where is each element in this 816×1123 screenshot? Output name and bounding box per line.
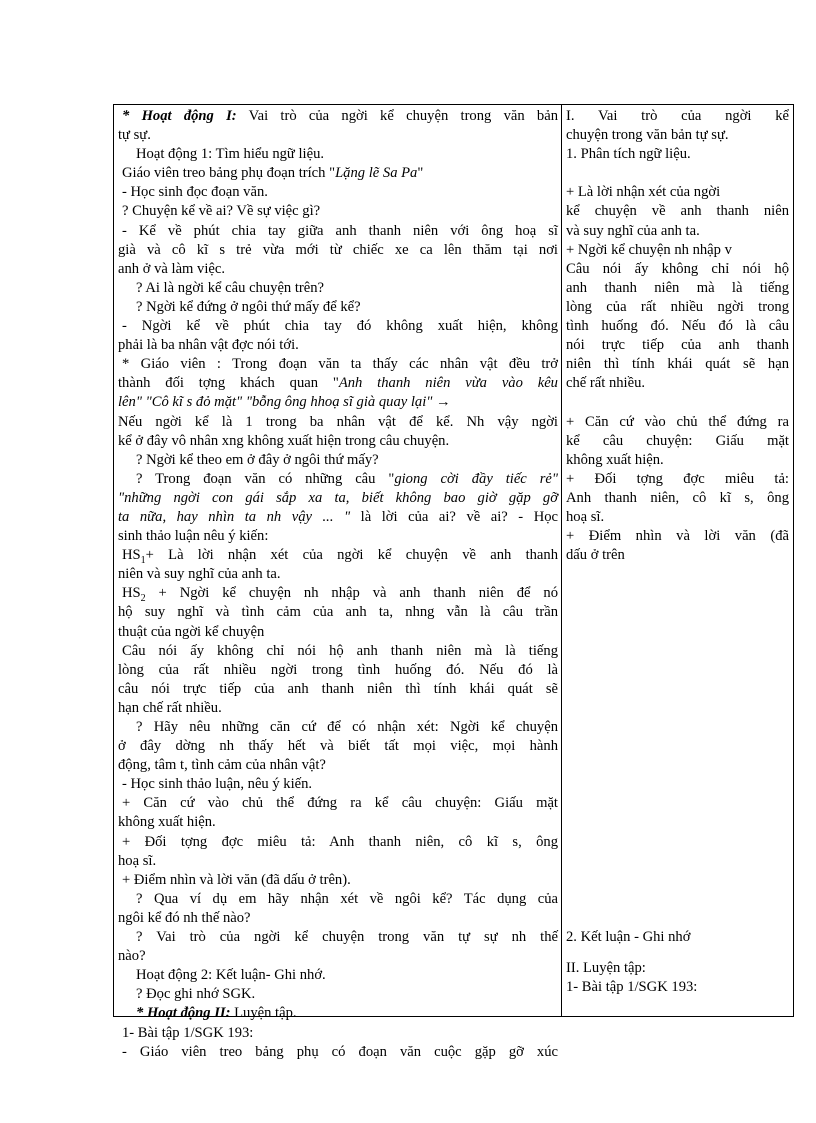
text-line bbox=[118, 508, 558, 527]
text-line: nói trực tiếp của anh thanh bbox=[566, 337, 789, 354]
text-line: kể ở đây vô nhân xng không xuất hiện trong câu chuyện. bbox=[118, 432, 450, 449]
text-line: tình huống đó. Nếu đó là câu bbox=[566, 318, 789, 335]
excerpt-title: Lặng lẽ Sa Pa bbox=[335, 165, 418, 182]
activity-1-heading bbox=[118, 107, 558, 126]
question-line bbox=[118, 470, 558, 489]
quote-span: Anh thanh niên vừa vào kêu bbox=[338, 375, 558, 392]
question-line: ? Đọc ghi nhớ SGK. bbox=[136, 986, 256, 1003]
arrow-icon: → bbox=[432, 394, 451, 411]
question-line: ? Qua ví dụ em hãy nhận xét về ngôi kể? Tác dụng của bbox=[136, 890, 558, 907]
text-line: lòng của rất nhiều ngời trong bbox=[566, 298, 789, 315]
quote-span: giong cời đầy tiếc rẻ" bbox=[394, 470, 558, 487]
question-line: ? Chuyện kể về ai? Về sự việc gì? bbox=[122, 203, 321, 220]
text-line: động, tâm t, tình cảm của nhân vật? bbox=[118, 757, 326, 774]
text-span: + Là lời nhận xét của ngời kể chuyện về anh thanh bbox=[145, 547, 558, 564]
question-line: ? Ngời kể theo em ở đây ở ngôi thứ mấy? bbox=[136, 451, 379, 468]
student-index: 2 bbox=[140, 593, 146, 605]
text-line bbox=[118, 393, 558, 412]
text-line: ngôi kể đó nh thế nào? bbox=[118, 909, 251, 926]
activity-1-title: Vai trò của ngời kể chuyện trong văn bản bbox=[236, 108, 559, 124]
text-line: hộ suy nghĩ và tình cảm của anh ta, nhng vẫn là câu trần bbox=[118, 604, 558, 621]
practice-heading: II. Luyện tập: bbox=[566, 960, 646, 977]
text-span: " bbox=[417, 165, 424, 182]
activity-ii-label: * Hoạt động II: bbox=[136, 1005, 231, 1022]
text-line: và suy nghĩ của anh ta. bbox=[566, 222, 700, 239]
text-line: Nếu ngời kể là 1 trong ba nhân vật để kể. Nh vậy ngời bbox=[118, 413, 558, 430]
text-line: hoạ sĩ. bbox=[566, 508, 605, 525]
activity-2-heading: Hoạt động 2: Kết luận- Ghi nhớ. bbox=[136, 967, 326, 984]
question-line: ? Ngời kể đứng ở ngôi thứ mấy để kể? bbox=[136, 298, 361, 315]
text-line bbox=[118, 374, 558, 393]
notes-column bbox=[562, 105, 793, 1016]
activity-1-label: * Hoạt động I: bbox=[122, 108, 237, 124]
text-line: niên thì tính khái quát sẽ hạn bbox=[566, 356, 789, 373]
text-span: Giáo viên treo bảng phụ đoạn trích " bbox=[122, 165, 336, 182]
conclusion-heading: 2. Kết luận - Ghi nhớ bbox=[566, 929, 691, 946]
text-line: hạn chế rất nhiều. bbox=[118, 699, 222, 716]
text-line: tự sự. bbox=[118, 127, 151, 144]
text-line: Anh thanh niên, cô kĩ s, ông bbox=[566, 489, 789, 506]
text-line: ở đây dờng nh thấy hết và biết tất mọi việc, mọi hành bbox=[118, 738, 558, 755]
text-line: phải là ba nhân vật đợc nói tới. bbox=[118, 337, 299, 354]
text-line: câu nói trực tiếp của anh thanh niên thì tính khái quát sẽ bbox=[118, 680, 558, 697]
text-line: niên và suy nghĩ của anh ta. bbox=[118, 566, 281, 583]
spacer bbox=[566, 565, 789, 928]
text-line: già và cô kĩ s trẻ vừa mới từ chiếc xe ca lên thăm tại nơi bbox=[118, 241, 558, 258]
text-line: * Giáo viên : Trong đoạn văn ta thấy các nhân vật đều trở bbox=[122, 356, 558, 373]
activities-column bbox=[114, 105, 562, 1060]
text-line: - Học sinh đọc đoạn văn. bbox=[122, 184, 268, 201]
subsection-heading: 1. Phân tích ngữ liệu. bbox=[566, 146, 691, 163]
text-line: Hoạt động 1: Tìm hiểu ngữ liệu. bbox=[136, 146, 325, 163]
text-line: kể câu chuyện: Giấu mặt bbox=[566, 432, 789, 449]
text-line: Câu nói ấy không chỉ nói hộ anh thanh niên mà là tiếng bbox=[122, 642, 558, 659]
text-line: anh ở và làm việc. bbox=[118, 260, 225, 277]
text-line: thuật của ngời kể chuyện bbox=[118, 623, 265, 640]
activity-ii-title: Luyện tập. bbox=[230, 1005, 297, 1022]
text-line: - Giáo viên treo bảng phụ có đoạn văn cuộc gặp gỡ xúc bbox=[122, 1043, 558, 1060]
student-answer-2 bbox=[118, 584, 558, 603]
text-line: lòng của rất nhiều ngời trong tình huống đó. Nếu đó là bbox=[118, 661, 558, 678]
question-line: ? Hãy nêu những căn cứ để có nhận xét: Ngời kể chuyện bbox=[136, 719, 558, 735]
question-line: ? Vai trò của ngời kể chuyện trong văn tự sự nh thế bbox=[136, 929, 558, 946]
text-line: không xuất hiện. bbox=[118, 814, 216, 831]
text-span: + Ngời kể chuyện nh nhập và anh thanh niên để nó bbox=[145, 585, 558, 602]
question-line: ? Ai là ngời kể câu chuyện trên? bbox=[136, 279, 325, 296]
text-line: + Đối tợng đợc miêu tả: Anh thanh niên, cô kĩ s, ông bbox=[122, 833, 558, 850]
text-line: chế rất nhiều. bbox=[566, 375, 646, 392]
section-heading: I. Vai trò của ngời kể bbox=[566, 108, 789, 124]
text-line: - Học sinh thảo luận, nêu ý kiến. bbox=[122, 776, 313, 793]
text-line: + Căn cứ vào chủ thể đứng ra kể câu chuyện: Giấu mặt bbox=[122, 795, 558, 812]
student-label: HS bbox=[122, 585, 141, 602]
lesson-table bbox=[113, 104, 794, 1060]
quote-line: "những ngời con gái sắp xa ta, biết không bao giờ gặp gỡ bbox=[118, 489, 558, 506]
spacer bbox=[566, 164, 789, 183]
text-line: + Căn cứ vào chủ thể đứng ra bbox=[566, 413, 789, 430]
exercise-heading: 1- Bài tập 1/SGK 193: bbox=[122, 1024, 254, 1041]
text-line: dấu ở trên bbox=[566, 547, 625, 564]
text-line: + Điểm nhìn và lời văn (đã dấu ở trên). bbox=[122, 871, 351, 888]
text-line: anh thanh niên mà là tiếng bbox=[566, 279, 789, 296]
text-line: - Ngời kể về phút chia tay đó không xuất hiện, không bbox=[122, 318, 558, 335]
text-span: ? Trong đoạn văn có những câu " bbox=[136, 470, 395, 487]
spacer bbox=[566, 393, 789, 412]
quote-span: ta nữa, hay nhìn ta nh vậy ... " bbox=[118, 508, 351, 525]
text-line: nào? bbox=[118, 948, 146, 965]
quote-span: lên" "Cô kĩ s đỏ mặt" "bỗng ông hhoạ sĩ già quay lại" bbox=[118, 394, 433, 411]
activity-ii-heading bbox=[118, 1004, 558, 1023]
text-line: hoạ sĩ. bbox=[118, 852, 157, 869]
text-line: - Kể về phút chia tay giữa anh thanh niên với ông hoạ sĩ bbox=[122, 222, 558, 239]
text-line: không xuất hiện. bbox=[566, 451, 664, 468]
text-line: + Là lời nhận xét của ngời bbox=[566, 184, 721, 201]
text-line: + Đối tợng đợc miêu tả: bbox=[566, 470, 789, 487]
text-line bbox=[118, 164, 558, 183]
student-answer-1 bbox=[118, 546, 558, 565]
student-index: 1 bbox=[140, 555, 146, 567]
text-line: chuyện trong văn bản tự sự. bbox=[566, 127, 729, 144]
text-span: là lời của ai? về ai? - Học bbox=[350, 508, 559, 525]
text-line: kể chuyện về anh thanh niên bbox=[566, 203, 789, 220]
exercise-heading: 1- Bài tập 1/SGK 193: bbox=[566, 979, 698, 996]
text-line: + Ngời kể chuyện nh nhập v bbox=[566, 241, 732, 258]
spacer bbox=[566, 947, 789, 959]
text-line: Câu nói ấy không chỉ nói hộ bbox=[566, 260, 789, 277]
text-line: + Điểm nhìn và lời văn (đã bbox=[566, 528, 789, 545]
student-label: HS bbox=[122, 547, 141, 564]
text-span: thành đối tợng khách quan " bbox=[118, 375, 339, 392]
text-line: sinh thảo luận nêu ý kiến: bbox=[118, 528, 269, 545]
